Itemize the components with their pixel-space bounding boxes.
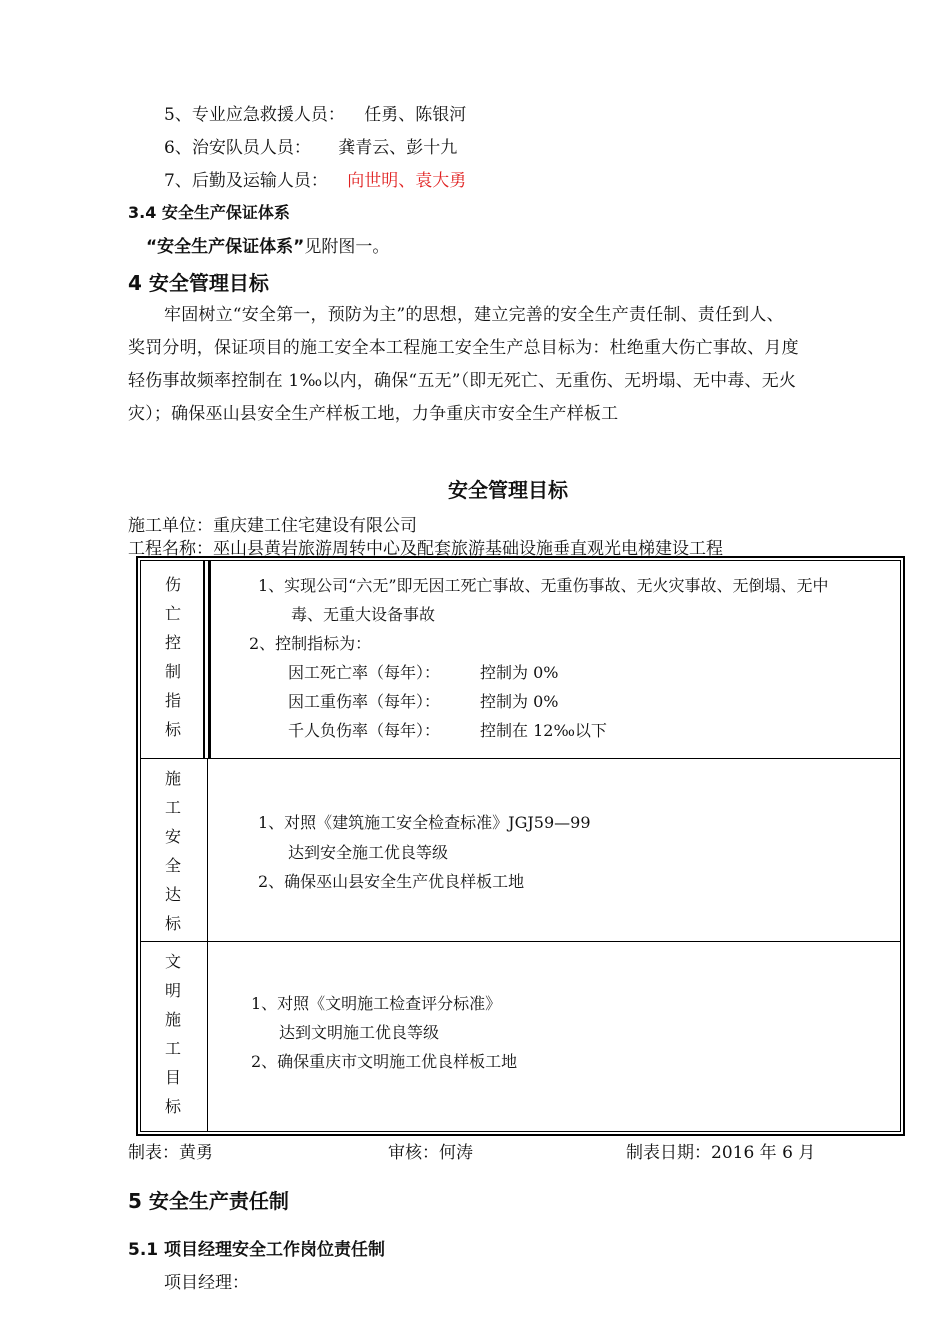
project-name: 工程名称：巫山县黄岩旅游周转中心及配套旅游基础设施垂直观光电梯建设工程 xyxy=(128,539,723,559)
column-divider-thick xyxy=(208,561,211,758)
personnel-label: 7、后勤及运输人员： xyxy=(164,171,328,191)
row-text-line: 1、对照《建筑施工安全检查标准》JGJ59—99 xyxy=(258,813,591,832)
personnel-label: 5、专业应急救援人员： xyxy=(164,105,345,125)
row-text-line: 1、对照《文明施工检查评分标准》 xyxy=(251,994,502,1013)
personnel-value: 龚青云、彭十九 xyxy=(338,138,458,158)
row-label-civilized-construction: 文 明 施 工 目 标 xyxy=(164,952,181,1116)
row-label-injury-control: 伤 亡 控 制 指 标 xyxy=(164,575,181,739)
table-date: 制表日期：2016 年 6 月 xyxy=(626,1143,816,1163)
reference-title: “安全生产保证体系” xyxy=(146,237,305,257)
table-reviewer: 审核：何涛 xyxy=(388,1143,473,1163)
personnel-value: 任勇、陈银河 xyxy=(364,105,467,125)
section-5-heading: 5 安全生产责任制 xyxy=(128,1189,289,1213)
column-divider xyxy=(207,758,208,1131)
reference-text: 见附图一。 xyxy=(304,237,390,257)
row-text-line: 2、控制指标为： xyxy=(249,634,372,653)
row-text-line: 因工死亡率（每年）： xyxy=(288,663,441,682)
table-title: 安全管理目标 xyxy=(448,478,568,502)
row-divider xyxy=(141,758,900,759)
personnel-label: 6、治安队员人员： xyxy=(164,138,311,158)
section-4-para-line: 奖罚分明，保证项目的施工安全本工程施工安全生产总目标为：杜绝重大伤亡事故、月度 xyxy=(128,338,799,358)
section-4-para-line: 灾）；确保巫山县安全生产样板工地，力争重庆市安全生产样板工 xyxy=(128,404,619,424)
section-4-para-line: 轻伤事故频率控制在 1‰以内，确保“五无”（即无死亡、无重伤、无坍塌、无中毒、无火 xyxy=(128,371,797,391)
row-value: 控制在 12‰以下 xyxy=(480,721,607,740)
personnel-line-5 xyxy=(164,100,466,125)
section-4-heading: 4 安全管理目标 xyxy=(128,271,269,295)
row-text-line: 毒、无重大设备事故 xyxy=(291,605,436,624)
row-text-line: 达到安全施工优良等级 xyxy=(288,843,449,862)
row-text-line: 达到文明施工优良等级 xyxy=(279,1023,440,1042)
row-text-line: 2、确保巫山县安全生产优良样板工地 xyxy=(258,872,525,891)
personnel-line-7 xyxy=(164,166,466,191)
personnel-value-highlighted: 向世明、袁大勇 xyxy=(347,171,467,191)
table-maker: 制表：黄勇 xyxy=(128,1143,213,1163)
row-value: 控制为 0% xyxy=(480,663,559,682)
row-value: 控制为 0% xyxy=(480,692,559,711)
row-text-line: 2、确保重庆市文明施工优良样板工地 xyxy=(251,1052,518,1071)
section-4-para-line: 牢固树立“安全第一，预防为主”的思想，建立完善的安全生产责任制、责任到人、 xyxy=(164,305,784,325)
construction-unit: 施工单位：重庆建工住宅建设有限公司 xyxy=(128,516,417,536)
row-text-line: 千人负伤率（每年）： xyxy=(288,721,441,740)
row-divider xyxy=(141,941,900,942)
section-5-1-first-line: 项目经理： xyxy=(164,1273,249,1293)
row-text-line: 因工重伤率（每年）： xyxy=(288,692,441,711)
row-label-safety-standard: 施 工 安 全 达 标 xyxy=(164,769,181,933)
row-text-line: 1、实现公司“六无”即无因工死亡事故、无重伤事故、无火灾事故、无倒塌、无中 xyxy=(258,576,829,595)
personnel-line-6 xyxy=(164,133,457,158)
section-5-1-heading: 5.1 项目经理安全工作岗位责任制 xyxy=(128,1240,386,1260)
section-3-4-reference xyxy=(146,232,389,257)
section-3-4-heading: 3.4 安全生产保证体系 xyxy=(128,203,290,222)
